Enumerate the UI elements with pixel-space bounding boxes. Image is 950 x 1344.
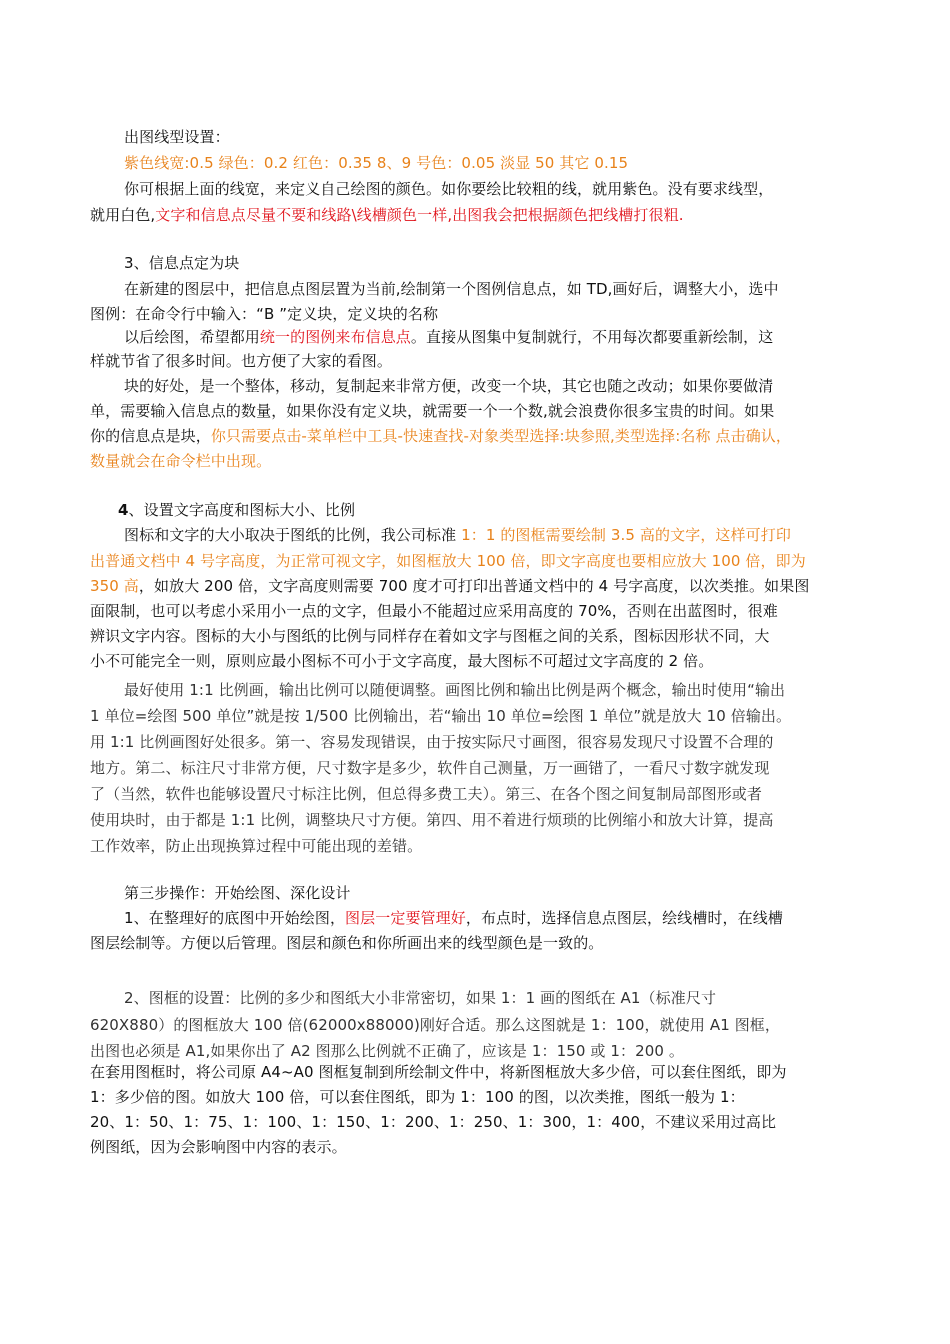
paragraph-line: 例图纸，因为会影响图中内容的表示。 xyxy=(90,1138,347,1156)
text-run: 以后绘图，希望都用 xyxy=(124,328,260,346)
section-heading xyxy=(118,497,355,523)
paragraph-line: 620X880）的图框放大 100 倍(62000x88000)刚好合适。那么这图就是 1：100，就使用 A1 图框， xyxy=(90,1016,781,1034)
paragraph-line xyxy=(90,423,791,449)
paragraph-line: 块的好处，是一个整体，移动，复制起来非常方便，改变一个块，其它也随之改动；如果你要做清 xyxy=(124,377,774,395)
text-run: 图标和文字的大小取决于图纸的比例，我公司标准 xyxy=(124,526,462,544)
paragraph-line: 最好使用 1:1 比例画，输出比例可以随便调整。画图比例和输出比例是两个概念，输出时使用“输出 xyxy=(124,681,786,699)
highlight-text: 图层一定要管理好 xyxy=(345,909,466,927)
highlight-text: 350 高 xyxy=(90,577,139,595)
text-run: ，如放大 200 倍，文字高度则需要 700 度才可打印出普通文档中的 4 号字高度，以次类推。如果图 xyxy=(138,577,810,595)
paragraph-line: 样就节省了很多时间。也方便了大家的看图。 xyxy=(90,352,393,370)
text-run: 。直接从图集中复制就行，不用每次都要重新绘制，这 xyxy=(410,328,774,346)
highlight-text: 统一的图例来布信息点 xyxy=(259,328,411,346)
paragraph-line: 地方。第二、标注尺寸非常方便，尺寸数字是多少，软件自己测量，万一画错了，一看尺寸数字就发现 xyxy=(90,759,770,777)
paragraph-line: 数量就会在命令栏中出现。 xyxy=(90,452,272,470)
paragraph-line: 辨识文字内容。图标的大小与图纸的比例与同样存在着如文字与图框之间的关系，图标因形状不同，大 xyxy=(90,627,770,645)
paragraph-line: 使用块时，由于都是 1:1 比例，调整块尺寸方便。第四、用不着进行烦琐的比例缩小和放大计算，提高 xyxy=(90,811,774,829)
paragraph-line: 2、图框的设置：比例的多少和图纸大小非常密切，如果 1：1 画的图纸在 A1（标准尺寸 xyxy=(124,989,717,1007)
paragraph-line: 小不可能完全一则，原则应最小图标不可小于文字高度，最大图标不可超过文字高度的 2 倍。 xyxy=(90,652,714,670)
highlight-text: 你只需要点击-菜单栏中工具-快速查找-对象类型选择:块参照,类型选择:名称 点击确认， xyxy=(210,427,791,445)
heading-text: 、设置文字高度和图标大小、比例 xyxy=(128,501,356,519)
paragraph-line: 1 单位=绘图 500 单位”就是按 1/500 比例输出，若“输出 10 单位=绘图 1 单位”就是放大 10 倍输出。 xyxy=(90,707,792,725)
paragraph-line xyxy=(90,573,809,599)
paragraph-line: 出图也必须是 A1,如果你出了 A2 图那么比例就不正确了，应该是 1：150 或 1：200 。 xyxy=(90,1042,685,1060)
line-width-settings: 紫色线宽:0.5 绿色：0.2 红色：0.35 8、9 号色：0.05 淡显 50 其它 0.15 xyxy=(124,154,629,172)
paragraph-line: 出普通文档中 4 号字高度，为正常可视文字，如图框放大 100 倍，即文字高度也要相应放大 100 倍，即为 xyxy=(90,552,806,570)
paragraph-line xyxy=(124,905,783,931)
text-run: ，布点时，选择信息点图层，绘线槽时，在线槽 xyxy=(465,909,783,927)
paragraph-line: 工作效率，防止出现换算过程中可能出现的差错。 xyxy=(90,837,423,855)
paragraph-line: 在套用图框时，将公司原 A4~A0 图框复制到所绘制文件中，将新图框放大多少倍，可以套住图纸，即为 xyxy=(90,1063,787,1081)
paragraph-line: 图例：在命令行中输入：“B ”定义块，定义块的名称 xyxy=(90,305,439,323)
paragraph-line: 20、1：50、1：75、1：100、1：150、1：200、1：250、1：300，1：400，不建议采用过高比 xyxy=(90,1113,777,1131)
paragraph-line: 1：多少倍的图。如放大 100 倍，可以套住图纸，即为 1：100 的图，以次类推，图纸一般为 1： xyxy=(90,1088,745,1106)
paragraph-line: 了（当然，软件也能够设置尺寸标注比例，但总得多费工夫）。第三、在各个图之间复制局部图形或者 xyxy=(90,785,763,803)
paragraph-line xyxy=(124,324,773,350)
heading-number: 4 xyxy=(118,501,129,519)
paragraph-line: 用 1:1 比例画图好处很多。第一、容易发现错误，由于按实际尺寸画图，很容易发现尺寸设置不合理的 xyxy=(90,733,774,751)
section-heading: 3、信息点定为块 xyxy=(124,254,240,272)
text-run: 1、在整理好的底图中开始绘图， xyxy=(124,909,346,927)
paragraph-line: 在新建的图层中，把信息点图层置为当前,绘制第一个图例信息点，如 TD,画好后，调整大小，选中 xyxy=(124,280,779,298)
highlight-text: 文字和信息点尽量不要和线路\线槽颜色一样,出图我会把根据颜色把线槽打很粗. xyxy=(155,206,684,224)
paragraph-line xyxy=(90,202,684,228)
section-heading: 第三步操作：开始绘图、深化设计 xyxy=(124,884,351,902)
paragraph-line: 单，需要输入信息点的数量，如果你没有定义块，就需要一个一个数,就会浪费你很多宝贵的时间。如果 xyxy=(90,402,775,420)
paragraph-line xyxy=(124,522,791,548)
text-run: 你的信息点是块， xyxy=(90,427,211,445)
paragraph-line: 图层绘制等。方便以后管理。图层和颜色和你所画出来的线型颜色是一致的。 xyxy=(90,934,604,952)
paragraph-line: 你可根据上面的线宽，来定义自己绘图的颜色。如你要绘比较粗的线，就用紫色。没有要求线型， xyxy=(124,180,774,198)
section-heading: 出图线型设置： xyxy=(124,128,230,146)
highlight-text: 1：1 的图框需要绘制 3.5 高的文字，这样可打印 xyxy=(461,526,791,544)
paragraph-line: 面限制，也可以考虑小采用小一点的文字，但最小不能超过应采用高度的 70%，否则在出蓝图时，很难 xyxy=(90,602,778,620)
text-run: 就用白色, xyxy=(90,206,156,224)
